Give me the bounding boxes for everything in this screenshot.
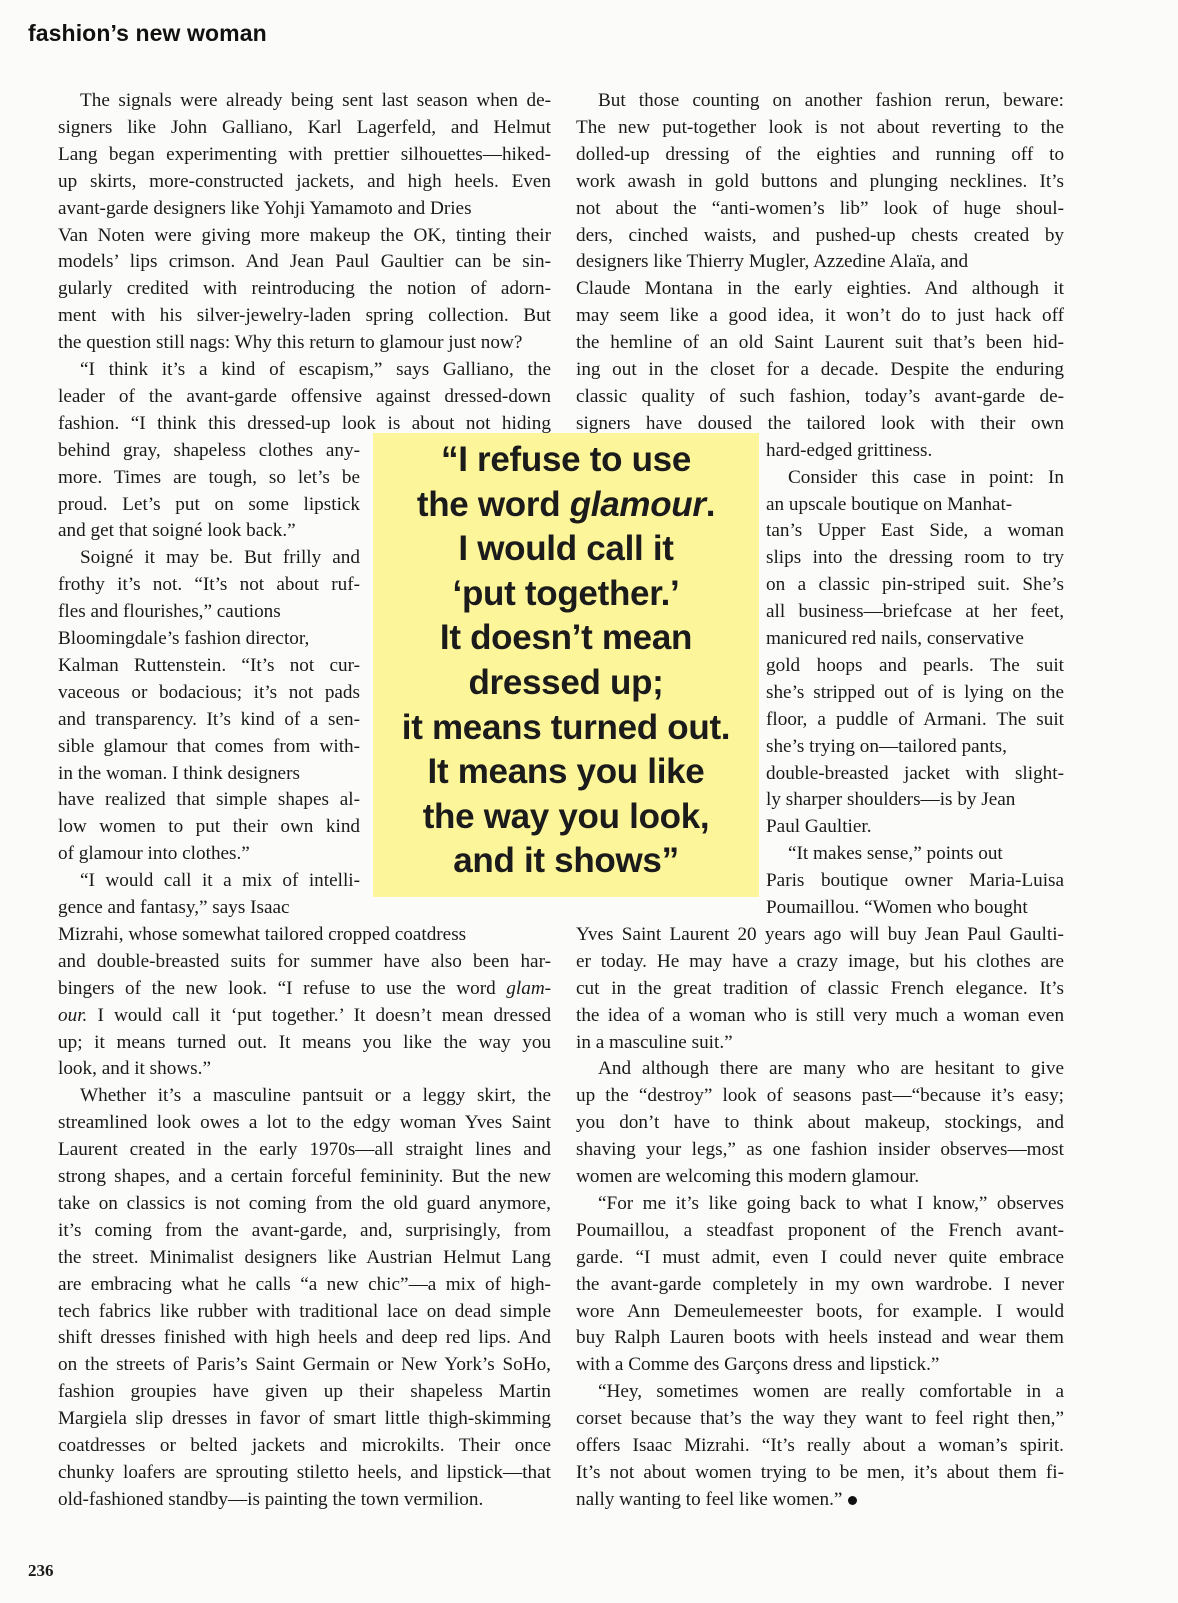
right-col-line: Poumaillou, a steadfast proponent of the French avant-	[576, 1219, 1065, 1241]
right-col-line: up the “destroy” look of seasons past—“because it’s easy;	[576, 1085, 1065, 1107]
left-col-line: avant-garde designers like Yohji Yamamoto and Dries	[58, 197, 472, 219]
right-col-line: not about the “anti-women’s lib” look of huge shoul-	[576, 197, 1064, 219]
right-col-line: designers like Thierry Mugler, Azzedine Alaïa, and	[576, 251, 969, 273]
right-col-line: Claude Montana in the early eighties. And although it	[576, 278, 1064, 300]
left-col-line: streamlined look owes a lot to the edgy woman Yves Saint	[58, 1112, 551, 1134]
left-col-line: Laurent created in the early 1970s—all straight lines and	[58, 1139, 551, 1161]
right-col-line: dolled-up dressing of the eighties and running off to	[576, 143, 1065, 165]
page-number: 236	[28, 1561, 54, 1580]
left-col-line: models’ lips crimson. And Jean Paul Gaultier can be sin-	[58, 251, 551, 273]
left-col-line: the question still nags: Why this return to glamour just now?	[58, 332, 523, 354]
right-col-line: nally wanting to feel like women.”	[576, 1486, 857, 1513]
right-col-line: Consider this case in point: In	[788, 466, 1064, 488]
left-col-line: shift dresses finished with high heels and deep red lips. And	[58, 1327, 551, 1349]
left-col-line: of glamour into clothes.”	[58, 843, 250, 865]
left-col-line: “I would call it a mix of intelli-	[80, 870, 361, 892]
right-col-line: The new put-together look is not about reverting to the	[576, 116, 1065, 138]
left-col-line: frothy it’s not. “It’s not about ruf-	[58, 574, 360, 596]
pull-quote-line: “I refuse to use	[441, 440, 691, 479]
left-col-line: tech fabrics like rubber with traditional lace on dead simple	[58, 1300, 551, 1322]
left-col-line: ment with his silver-jewelry-laden spring collection. But	[58, 305, 552, 327]
pull-quote-line: the word glamour.	[416, 484, 716, 524]
left-col-line: The signals were already being sent last season when de-	[80, 90, 552, 111]
left-col-line: Margiela slip dresses in favor of smart little thigh-skimming	[58, 1408, 552, 1430]
left-col-line: Mizrahi, whose somewhat tailored cropped coatdress	[58, 923, 467, 945]
right-col-line: shaving your legs,” as one fashion insider observes—most	[576, 1139, 1064, 1161]
right-col-line: an upscale boutique on Manhat-	[766, 493, 1013, 515]
right-col-line: It’s not about women trying to be men, it’s about them fi-	[576, 1461, 1065, 1483]
right-col-line: Yves Saint Laurent 20 years ago will buy Jean Paul Gaulti-	[576, 923, 1064, 945]
left-col-line: “I think it’s a kind of escapism,” says Galliano, the	[80, 359, 551, 380]
pull-quote-line: It means you like	[427, 752, 705, 792]
end-bullet-icon	[848, 1496, 857, 1505]
left-col-line: Whether it’s a masculine pantsuit or a leggy skirt, the	[80, 1085, 551, 1107]
right-col-line: ly sharper shoulders—is by Jean	[766, 789, 1016, 811]
left-col-line: have realized that simple shapes al-	[58, 789, 360, 811]
right-col-line: in a masculine suit.”	[576, 1031, 733, 1053]
right-col-line: classic quality of such fashion, today’s avant-garde de-	[576, 385, 1064, 407]
left-col-line: signers like John Galliano, Karl Lagerfeld, and Helmut	[58, 116, 551, 138]
right-col-line: manicured red nails, conservative	[766, 628, 1024, 649]
right-col-line: Paul Gaultier.	[766, 816, 872, 838]
right-col-line: And although there are many who are hesitant to give	[598, 1058, 1064, 1080]
left-col-line: behind gray, shapeless clothes any-	[58, 439, 361, 461]
right-col-line: corset because that’s the way they want to feel right then,”	[576, 1408, 1064, 1430]
right-col-line: wore Ann Demeulemeester boots, for example. I would	[576, 1300, 1065, 1322]
left-col-line: are embracing what he calls “a new chic”—a mix of high-	[58, 1273, 551, 1295]
right-col-line: ing out in the closet for a decade. Despite the enduring	[576, 359, 1065, 380]
left-col-line: in the woman. I think designers	[58, 762, 300, 784]
right-col-line: hard-edged grittiness.	[766, 439, 933, 461]
left-col-line: Soigné it may be. But frilly and	[80, 547, 360, 569]
left-col-line: low women to put their own kind	[58, 816, 361, 838]
pull-quote-line: the way you look,	[422, 796, 710, 836]
left-col-line: Kalman Ruttenstein. “It’s not cur-	[58, 654, 360, 676]
right-col-line: “Hey, sometimes women are really comfortable in a	[598, 1381, 1064, 1403]
left-col-line: fashion groupies have given up their shapeless Martin	[58, 1381, 551, 1403]
pull-quote-line: dressed up;	[468, 662, 664, 702]
right-col-line: work awash in gold buttons and plunging necklines. It’s	[576, 170, 1064, 192]
right-col-line: the hemline of an old Saint Laurent suit that’s been hid-	[576, 332, 1064, 354]
right-col-line: slips into the dressing room to try	[766, 547, 1064, 569]
right-col-line: on a classic pin-striped suit. She’s	[766, 574, 1065, 596]
left-col-line: leader of the avant-garde offensive against dressed-down	[58, 385, 551, 407]
right-col-line: buy Ralph Lauren boots with heels instead and wear them	[576, 1327, 1064, 1349]
right-col-line: offers Isaac Mizrahi. “It’s really about a woman’s spirit.	[576, 1435, 1064, 1456]
right-col-line: women are welcoming this modern glamour.	[576, 1166, 920, 1187]
right-col-line: cut in the great tradition of classic French elegance. It’s	[576, 977, 1064, 999]
left-col-line: the street. Minimalist designers like Austrian Helmut Lang	[58, 1246, 551, 1268]
left-col-line: Bloomingdale’s fashion director,	[58, 628, 310, 649]
right-col-line: garde. “I must admit, even I could never quite embrace	[576, 1246, 1065, 1268]
right-col-line: But those counting on another fashion rerun, beware:	[598, 90, 1064, 111]
pull-quote-line: It doesn’t mean	[439, 618, 693, 658]
right-col-line: tan’s Upper East Side, a woman	[766, 520, 1064, 542]
left-col-line: up skirts, more-constructed jackets, and high heels. Even	[58, 170, 551, 192]
pull-quote-line: I would call it	[458, 529, 674, 569]
right-col-line: may seem like a good idea, it won’t do to just hack off	[576, 305, 1065, 327]
left-col-line: and double-breasted suits for summer have also been har-	[58, 950, 551, 972]
right-col-line: double-breasted jacket with slight-	[766, 762, 1064, 784]
right-col-line: floor, a puddle of Armani. The suit	[766, 708, 1065, 730]
left-col-line: on the streets of Paris’s Saint Germain or New York’s SoHo,	[58, 1354, 551, 1376]
left-col-line: more. Times are tough, so let’s be	[58, 466, 360, 488]
right-col-line: Poumaillou. “Women who bought	[766, 897, 1028, 918]
right-col-line: with a Comme des Garçons dress and lipstick.”	[576, 1354, 940, 1376]
left-col-line: proud. Let’s put on some lipstick	[58, 493, 361, 515]
right-col-line: she’s trying on—tailored pants,	[766, 735, 1007, 757]
left-col-line: take on classics is not coming from the old guard anymore,	[58, 1192, 551, 1214]
left-col-line: old-fashioned standby—is painting the town vermilion.	[58, 1488, 484, 1510]
section-title: fashion’s new woman	[28, 20, 267, 46]
left-col-line: strong shapes, and a certain forceful femininity. But the new	[58, 1166, 551, 1187]
right-col-line: she’s stripped out of is lying on the	[766, 681, 1064, 703]
left-col-line: Lang began experimenting with prettier silhouettes—hiked-	[58, 143, 551, 165]
pull-quote-line: ‘put together.’	[452, 573, 680, 613]
left-col-line: fashion. “I think this dressed-up look is about not hiding	[58, 412, 551, 434]
left-col-line: vaceous or bodacious; it’s not pads	[58, 681, 360, 703]
left-col-line: look, and it shows.”	[58, 1058, 211, 1080]
right-col-line: “It makes sense,” points out	[788, 843, 1003, 865]
left-col-line: gularly credited with reintroducing the notion of adorn-	[58, 278, 552, 300]
pull-quote-line: it means turned out.	[401, 707, 731, 747]
left-col-line: and get that soigné look back.”	[58, 520, 296, 542]
right-col-line: signers have doused the tailored look with their own	[576, 412, 1065, 434]
pull-quote-line: and it shows”	[453, 841, 679, 881]
left-col-line: bingers of the new look. “I refuse to use the word glam-	[58, 977, 552, 999]
left-col-line: chunky loafers are sprouting stiletto heels, and lipstick—that	[58, 1461, 551, 1483]
right-col-line: Paris boutique owner Maria-Luisa	[766, 870, 1065, 892]
left-col-line: and transparency. It’s kind of a sen-	[58, 708, 361, 730]
right-col-line: you don’t have to think about makeup, stockings, and	[576, 1112, 1065, 1134]
right-col-line: the idea of a woman who is still very much a woman even	[576, 1004, 1065, 1026]
left-col-line: coatdresses or belted jackets and microkilts. Their once	[58, 1435, 552, 1456]
left-col-line: it’s coming from the avant-garde, and, surprisingly, from	[58, 1219, 552, 1241]
left-col-line: fles and flourishes,” cautions	[58, 601, 281, 623]
left-col-line: Van Noten were giving more makeup the OK, tinting their	[58, 224, 551, 246]
right-col-line: all business—briefcase at her feet,	[766, 601, 1064, 623]
left-col-line: sible glamour that comes from with-	[58, 735, 361, 757]
right-col-line: ders, cinched waists, and pushed-up chests created by	[576, 224, 1065, 246]
right-col-line: “For me it’s like going back to what I know,” observes	[598, 1192, 1064, 1214]
right-col-line: gold hoops and pearls. The suit	[766, 654, 1065, 676]
right-col-line: er today. He may have a crazy image, but his clothes are	[576, 950, 1064, 972]
right-col-line: the avant-garde completely in my own wardrobe. I never	[576, 1273, 1065, 1295]
left-col-line: gence and fantasy,” says Isaac	[58, 897, 290, 918]
left-col-line: our. I would call it ‘put together.’ It doesn’t mean dressed	[58, 1004, 552, 1026]
left-col-line: up; it means turned out. It means you like the way you	[58, 1031, 552, 1053]
